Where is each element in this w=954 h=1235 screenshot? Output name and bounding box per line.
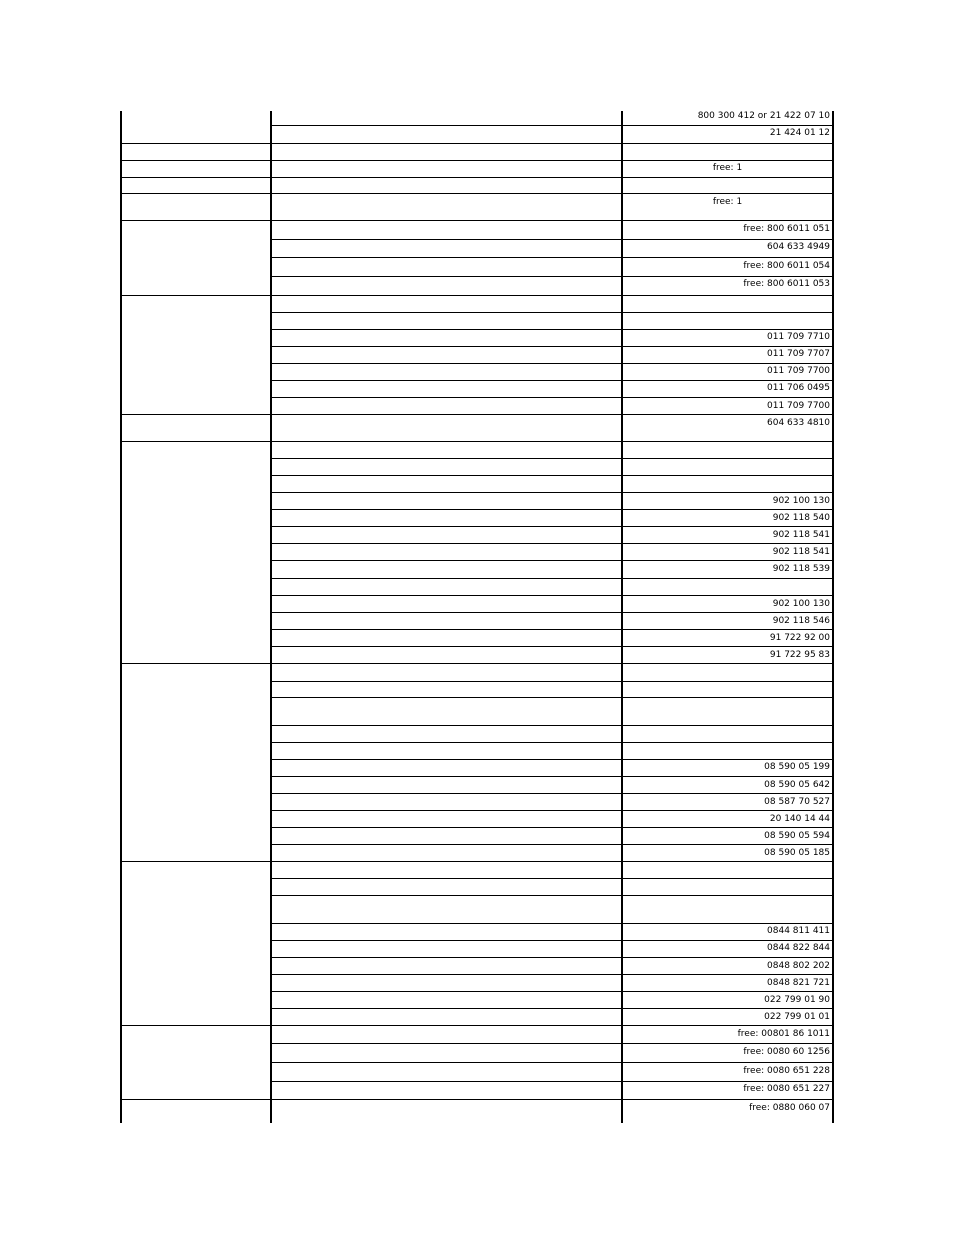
table-rule (120, 177, 834, 178)
table-rule (270, 974, 834, 975)
table-rule (270, 239, 834, 240)
phone-number: free: 800 6011 053 (743, 279, 830, 289)
phone-number: 604 633 4949 (767, 242, 830, 252)
table-rule (270, 991, 834, 992)
phone-number: 902 100 130 (772, 496, 830, 506)
table-rule (270, 1043, 834, 1044)
table-rule (270, 940, 834, 941)
phone-number: 08 590 05 594 (764, 831, 830, 841)
phone-number: 902 118 541 (772, 530, 830, 540)
phone-number: 0848 802 202 (767, 961, 830, 971)
table-rule (120, 663, 834, 664)
table-rule (270, 844, 834, 845)
table-rule (270, 923, 834, 924)
phone-number: free: 1 (712, 197, 743, 207)
table-rule (270, 329, 834, 330)
table-rule (120, 160, 834, 161)
phone-number: 08 587 70 527 (764, 797, 830, 807)
table-rule (270, 257, 834, 258)
table-rule (270, 526, 834, 527)
table-rule (270, 543, 834, 544)
phone-number: 08 590 05 642 (764, 780, 830, 790)
phone-number: 91 722 95 83 (769, 650, 830, 660)
phone-number: free: 0880 060 07 (749, 1103, 830, 1113)
table-rule (270, 1081, 834, 1082)
table-rule (120, 220, 834, 221)
table-rule (270, 125, 834, 126)
phone-number: 011 709 7710 (767, 332, 830, 342)
table-rule (270, 1062, 834, 1063)
phone-number: 011 709 7707 (767, 349, 830, 359)
table-rule (270, 646, 834, 647)
table-rule (270, 492, 834, 493)
phone-number: free: 0080 651 227 (743, 1084, 830, 1094)
phone-number: 902 118 541 (772, 547, 830, 557)
table-rule (270, 346, 834, 347)
phone-number: free: 1 (712, 163, 743, 173)
phone-number: 902 118 539 (772, 564, 830, 574)
table-rule (120, 193, 834, 194)
table-rule (270, 957, 834, 958)
phone-number: 011 709 7700 (767, 401, 830, 411)
table-rule (270, 878, 834, 879)
phone-number: 011 706 0495 (767, 383, 830, 393)
phone-number: 91 722 92 00 (769, 633, 830, 643)
phone-number: free: 0080 60 1256 (743, 1047, 830, 1057)
table-rule (270, 810, 834, 811)
table-rule (120, 861, 834, 862)
table-rule (270, 276, 834, 277)
phone-number: 0848 821 721 (767, 978, 830, 988)
table-rule (270, 697, 834, 698)
phone-number: 800 300 412 or 21 422 07 10 (697, 111, 830, 121)
phone-number: 902 118 546 (772, 616, 830, 626)
table-rule (270, 380, 834, 381)
table-rule (270, 312, 834, 313)
table-rule (270, 612, 834, 613)
table-rule (270, 363, 834, 364)
table-border-left (120, 111, 122, 1123)
phone-number: free: 0080 651 228 (743, 1066, 830, 1076)
table-rule (270, 759, 834, 760)
phone-number: 20 140 14 44 (769, 814, 830, 824)
table-rule (270, 725, 834, 726)
phone-number: 902 118 540 (772, 513, 830, 523)
phone-number: 022 799 01 90 (764, 995, 830, 1005)
phone-number: 0844 811 411 (767, 926, 830, 936)
table-rule (120, 1025, 834, 1026)
table-rule (270, 458, 834, 459)
table-border-col3 (621, 111, 623, 1123)
phone-number: 022 799 01 01 (764, 1012, 830, 1022)
table-rule (120, 1099, 834, 1100)
table-rule (270, 742, 834, 743)
phone-number: free: 800 6011 051 (743, 224, 830, 234)
table-rule (270, 681, 834, 682)
table-rule (120, 441, 834, 442)
table-rule (270, 475, 834, 476)
table-rule (270, 827, 834, 828)
table-rule (270, 776, 834, 777)
phone-number: 0844 822 844 (767, 943, 830, 953)
table-border-right (832, 111, 834, 1123)
phone-number: 08 590 05 185 (764, 848, 830, 858)
table-rule (270, 1008, 834, 1009)
table-rule (120, 295, 834, 296)
table-rule (270, 793, 834, 794)
phone-number: 604 633 4810 (767, 418, 830, 428)
phone-number: 21 424 01 12 (769, 128, 830, 138)
table-rule (270, 509, 834, 510)
table-rule (270, 595, 834, 596)
table-rule (120, 143, 834, 144)
table-rule (270, 397, 834, 398)
phone-number: 011 709 7700 (767, 366, 830, 376)
phone-number: 902 100 130 (772, 599, 830, 609)
table-rule (120, 414, 834, 415)
phone-number: free: 00801 86 1011 (737, 1029, 830, 1039)
table-rule (270, 629, 834, 630)
table-rule (270, 895, 834, 896)
table-rule (270, 578, 834, 579)
phone-number: free: 800 6011 054 (743, 261, 830, 271)
phone-number: 08 590 05 199 (764, 762, 830, 772)
table-border-col2 (270, 111, 272, 1123)
table-rule (270, 560, 834, 561)
